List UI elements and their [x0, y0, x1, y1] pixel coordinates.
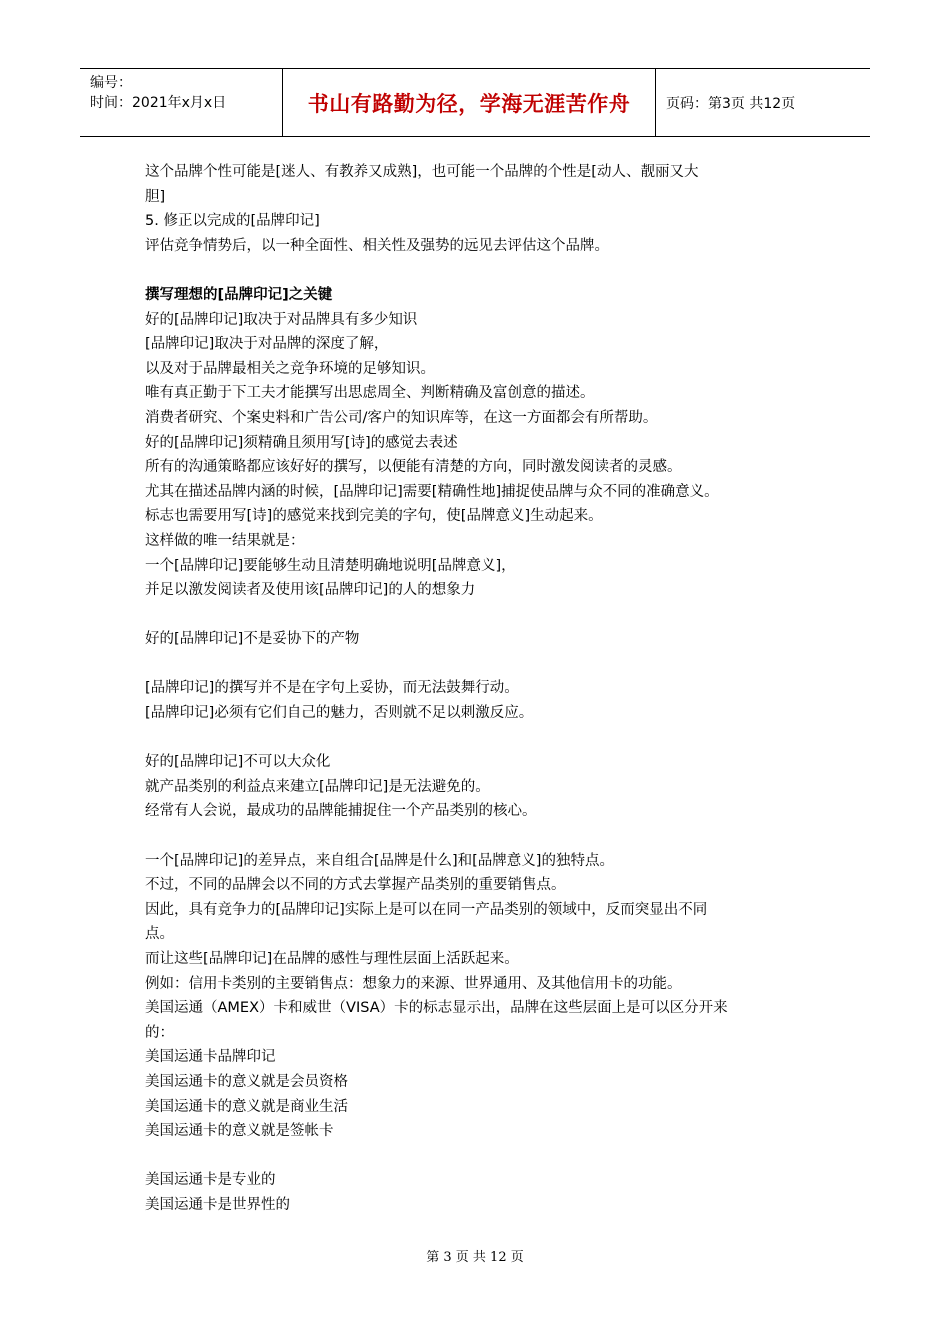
body-line: 以及对于品牌最相关之竞争环境的足够知识。: [145, 360, 435, 377]
body-line: 例如：信用卡类别的主要销售点：想象力的来源、世界通用、及其他信用卡的功能。: [145, 975, 682, 992]
body-line: 美国运通卡是专业的: [145, 1172, 276, 1189]
body-line: 美国运通卡的意义就是商业生活: [145, 1098, 348, 1115]
body-line: 这个品牌个性可能是[迷人、有教养又成熟]，也可能一个品牌的个性是[动人、靓丽又大: [145, 164, 699, 180]
body-line: 好的[品牌印记]不是妥协下的产物: [145, 631, 360, 648]
body-line: 好的[品牌印记]取决于对品牌具有多少知识: [145, 311, 418, 328]
header-meta: [80, 69, 282, 136]
body-line: 点。: [145, 926, 174, 943]
body-line: 消费者研究、个案史料和广告公司/客户的知识库等，在这一方面都会有所帮助。: [145, 409, 658, 426]
blank-line: [145, 652, 805, 677]
body-line: 美国运通卡品牌印记: [145, 1049, 276, 1066]
body-line: 尤其在描述品牌内涵的时候，[品牌印记]需要[精确性地]捕捉使品牌与众不同的准确意义。: [145, 483, 719, 500]
body-line: 5. 修正以完成的[品牌印记]: [145, 213, 320, 230]
body-line: 胆]: [145, 188, 166, 205]
page-header: [80, 68, 870, 137]
body-line: 美国运通卡的意义就是会员资格: [145, 1073, 348, 1090]
body-line: 美国运通（AMEX）卡和威世（VISA）卡的标志显示出，品牌在这些层面上是可以区分开来: [145, 1000, 728, 1017]
section-heading: 撰写理想的[品牌印记]之关键: [145, 286, 333, 303]
body-line: 所有的沟通策略都应该好好的撰写，以便能有清楚的方向，同时激发阅读者的灵感。: [145, 459, 682, 476]
body-line: 不过，不同的品牌会以不同的方式去掌握产品类别的重要销售点。: [145, 877, 566, 894]
blank-line: [145, 726, 805, 751]
header-page-cell: [656, 69, 870, 136]
body-line: 一个[品牌印记]的差异点，来自组合[品牌是什么]和[品牌意义]的独特点。: [145, 852, 614, 869]
body-line: [品牌印记]的撰写并不是在字句上妥协，而无法鼓舞行动。: [145, 680, 519, 697]
body-line: 美国运通卡的意义就是签帐卡: [145, 1123, 334, 1140]
page-footer: [0, 1246, 950, 1265]
body-line: 好的[品牌印记]须精确且须用写[诗]的感觉去表述: [145, 434, 458, 451]
body-line: 这样做的唯一结果就是：: [145, 532, 305, 549]
blank-line: [145, 603, 805, 628]
body-line: [品牌印记]取决于对品牌的深度了解，: [145, 336, 389, 353]
body-line: 就产品类别的利益点来建立[品牌印记]是无法避免的。: [145, 778, 490, 795]
body-line: 经常有人会说，最成功的品牌能捕捉住一个产品类别的核心。: [145, 803, 537, 820]
header-motto-cell: [282, 69, 656, 136]
body-line: 美国运通卡是世界性的: [145, 1196, 290, 1213]
blank-line: [145, 1144, 805, 1169]
body-line: 唯有真正勤于下工夫才能撰写出思虑周全、判断精确及富创意的描述。: [145, 385, 595, 402]
body-line: 的：: [145, 1024, 174, 1041]
number-label: 编号：: [90, 75, 132, 91]
body-line: 因此，具有竞争力的[品牌印记]实际上是可以在同一产品类别的领域中，反而突显出不同: [145, 901, 708, 918]
footer-page-number: 第 3 页 共 12 页: [426, 1250, 524, 1265]
body-line: 而让这些[品牌印记]在品牌的感性与理性层面上活跃起来。: [145, 951, 519, 967]
body-line: [品牌印记]必须有它们自己的魅力，否则就不足以刺激反应。: [145, 705, 534, 722]
body-line: 标志也需要用写[诗]的感觉来找到完美的字句，使[品牌意义]生动起来。: [145, 508, 603, 525]
body-line: 并足以激发阅读者及使用该[品牌印记]的人的想象力: [145, 582, 476, 599]
blank-line: [145, 258, 805, 283]
body-line: 好的[品牌印记]不可以大众化: [145, 754, 331, 771]
body-line: 评估竞争情势后，以一种全面性、相关性及强势的远见去评估这个品牌。: [145, 237, 609, 254]
time-label: 时间：2021年x月x日: [90, 95, 227, 111]
page-info: 页码：第3页 共12页: [666, 95, 796, 112]
motto: 书山有路勤为径，学海无涯苦作舟: [307, 90, 631, 116]
blank-line: [145, 824, 805, 849]
document-body: [145, 160, 805, 1218]
body-line: 一个[品牌印记]要能够生动且清楚明确地说明[品牌意义]，: [145, 557, 516, 574]
